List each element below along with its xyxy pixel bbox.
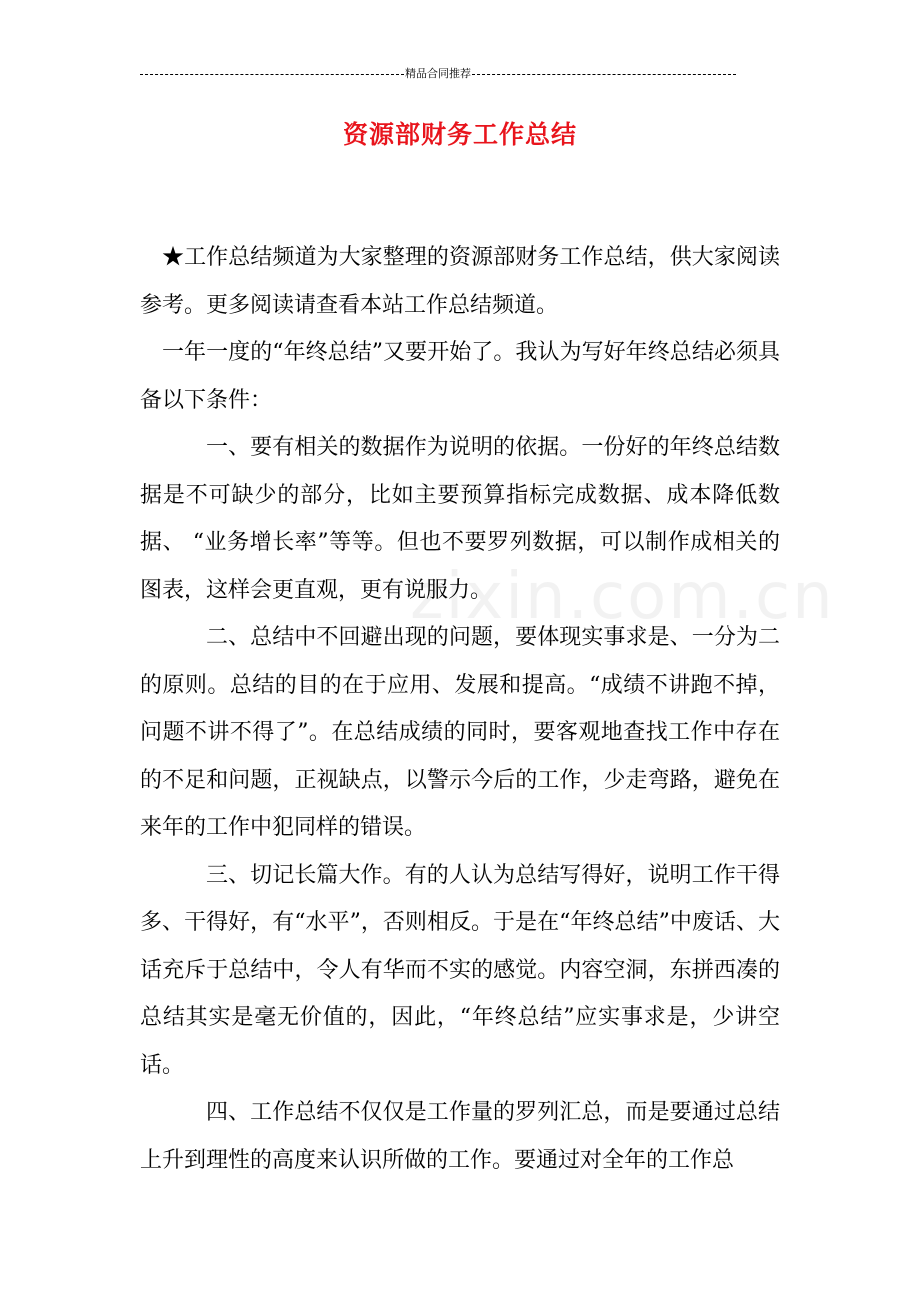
header-dash-right (472, 74, 736, 75)
item-4-paragraph: 四、工作总结不仅仅是工作量的罗列汇总，而是要通过总结上升到理性的高度来认识所做的工作。要通过对全年的工作总 (140, 1100, 780, 1173)
document-body (140, 234, 780, 1184)
watermark: zixin.com.cn (410, 560, 835, 634)
lead-paragraph: 一年一度的“年终总结”又要开始了。我认为写好年终总结必须具备以下条件： (140, 340, 780, 413)
document-title: 资源部财务工作总结 (342, 120, 577, 149)
intro-paragraph: ★工作总结频道为大家整理的资源部财务工作总结，供大家阅读参考。更多阅读请查看本站工作总结频道。 (140, 245, 780, 318)
item-3-paragraph: 三、切记长篇大作。有的人认为总结写得好，说明工作干得多、干得好，有“水平”，否则相反。于是在“年终总结”中废话、大话充斥于总结中，令人有华而不实的感觉。内容空洞，东拼西凑的总结其实是毫无价值的，因此，“年终总结”应实事求是，少讲空话。 (140, 862, 780, 1078)
header-dash-left (140, 74, 404, 75)
page-header (140, 66, 736, 82)
item-1-paragraph: 一、要有相关的数据作为说明的依据。一份好的年终总结数据是不可缺少的部分，比如主要预算指标完成数据、成本降低数据、 “业务增长率”等等。但也不要罗列数据，可以制作成相关的图表，这样会更直观，更有说服力。 (140, 435, 780, 603)
header-label: 精品合同推荐 (405, 67, 471, 80)
item-2-paragraph: 二、总结中不回避出现的问题，要体现实事求是、一分为二的原则。总结的目的在于应用、发展和提高。“成绩不讲跑不掉，问题不讲不得了”。在总结成绩的同时，要客观地查找工作中存在的不足和问题，正视缺点，以警示今后的工作，少走弯路，避免在来年的工作中犯同样的错误。 (140, 625, 780, 840)
